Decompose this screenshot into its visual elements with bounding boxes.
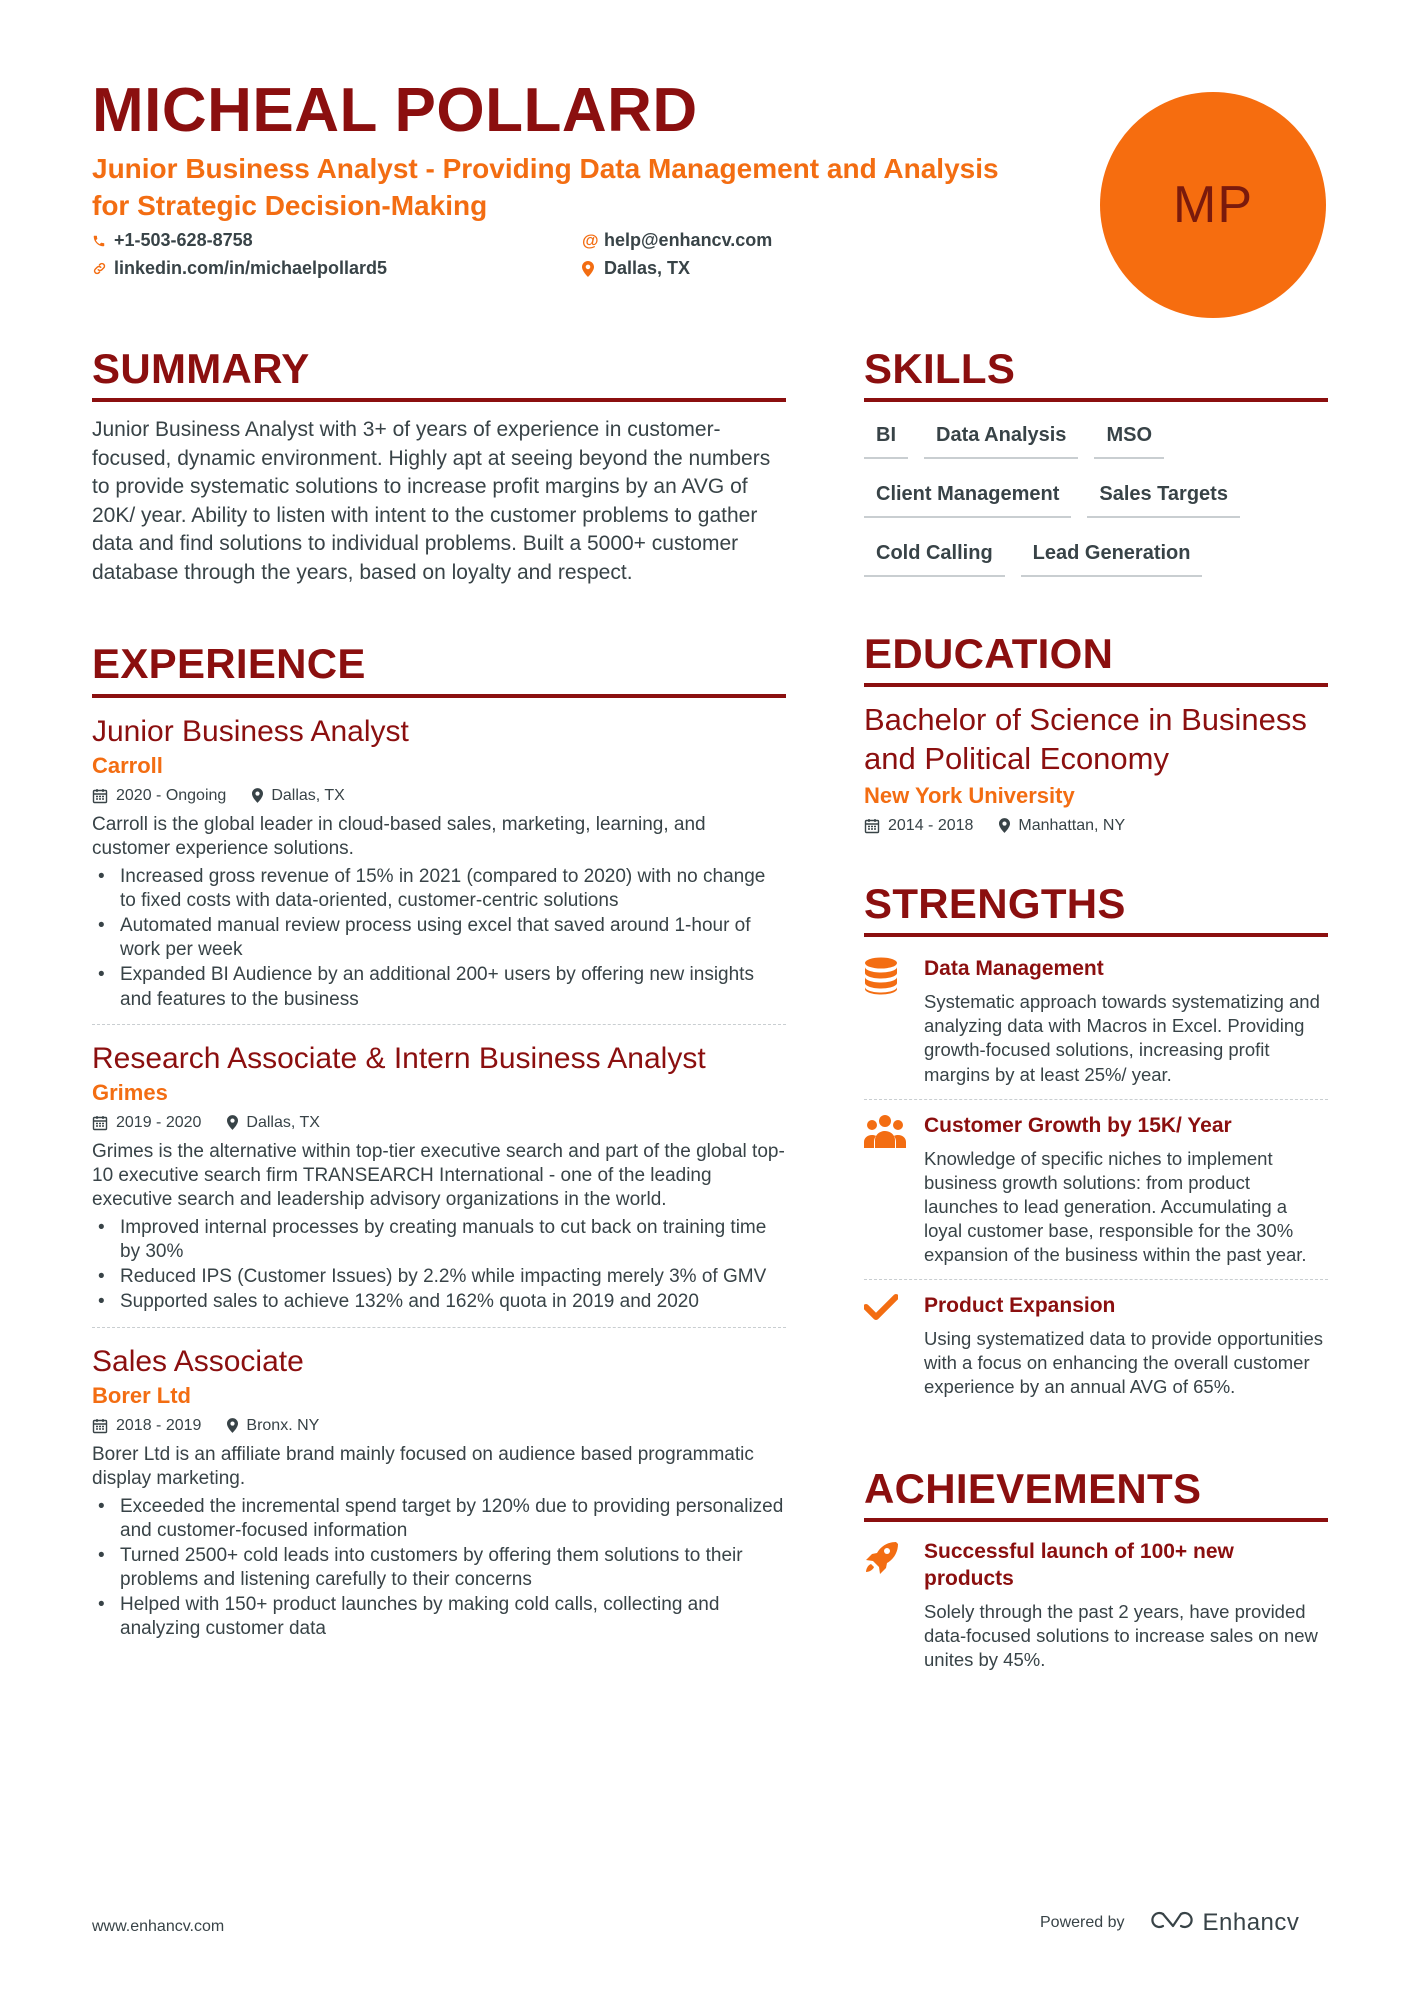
strength-text: Systematic approach towards systematizing and analyzing data with Macros in Excel. Providing growth-focused solutions, increasing profit margins by at least 25%/ year. <box>924 991 1320 1085</box>
experience-item <box>92 1039 786 1328</box>
job-title: Research Associate & Intern Business Analyst <box>92 1041 706 1075</box>
job-dates: 2019 - 2020 <box>116 1113 202 1131</box>
achievement-list <box>92 1495 786 1642</box>
strength-item <box>864 1100 1328 1281</box>
calendar-icon <box>92 1115 108 1131</box>
contact-phone[interactable] <box>92 230 253 251</box>
summary-section <box>92 346 786 587</box>
skill-tag: Cold Calling <box>864 532 1005 577</box>
location-pin-icon <box>227 1115 238 1130</box>
list-item: • Reduced IPS (Customer Issues) by 2.2% while impacting merely 3% of GMV <box>92 1265 786 1289</box>
education-heading: EDUCATION <box>864 631 1328 687</box>
list-item: • Expanded BI Audience by an additional 200+ users by offering new insights and features to the business <box>92 963 786 1011</box>
education-section <box>864 631 1328 835</box>
skill-tag: Data Analysis <box>924 414 1078 459</box>
calendar-icon <box>92 788 108 804</box>
achievement-list <box>92 1216 786 1315</box>
candidate-headline: Junior Business Analyst - Providing Data Management and Analysis for Strategic Decision-Making <box>92 153 999 222</box>
job-location: Dallas, TX <box>271 786 345 804</box>
company-name: Borer Ltd <box>92 1382 191 1408</box>
check-icon <box>864 1292 924 1399</box>
strength-text: Knowledge of specific niches to implement business growth solutions: from product launches to lead generation. Accumulating a loyal customer base, responsible for the 30% expansion of the business within the past year. <box>924 1147 1307 1266</box>
strengths-heading: STRENGTHS <box>864 881 1328 937</box>
location-pin-icon <box>999 818 1010 833</box>
company-description: Grimes is the alternative within top-tier executive search and part of the global top-10 executive search firm TRANSEARCH International - one of the leading executive search and leadership advisory organizations in the world. <box>92 1140 785 1210</box>
skill-tag: Client Management <box>864 473 1071 518</box>
left-column <box>92 346 786 1668</box>
strength-item <box>864 1280 1328 1411</box>
database-icon <box>864 955 924 1086</box>
education-location: Manhattan, NY <box>1018 816 1126 834</box>
list-item: • Turned 2500+ cold leads into customers by offering them solutions to their problems and listening carefully to their concerns <box>92 1544 786 1592</box>
location-pin-icon <box>252 788 263 803</box>
job-meta <box>92 787 786 805</box>
job-location: Dallas, TX <box>246 1113 320 1131</box>
avatar-initials: MP <box>1100 92 1326 318</box>
location-text: Dallas, TX <box>604 258 691 278</box>
company-description: Borer Ltd is an affiliate brand mainly focused on audience based programmatic display marketing. <box>92 1443 754 1489</box>
company-name: Grimes <box>92 1079 168 1105</box>
strength-title: Customer Growth by 15K/ Year <box>924 1113 1232 1137</box>
footer-website[interactable]: www.enhancv.com <box>92 1918 225 1935</box>
contact-linkedin[interactable] <box>92 258 387 279</box>
achievements-heading: ACHIEVEMENTS <box>864 1466 1328 1522</box>
calendar-icon <box>92 1418 108 1434</box>
strengths-section <box>864 881 1328 1412</box>
list-item: • Automated manual review process using excel that saved around 1-hour of work per week <box>92 914 786 962</box>
powered-by-label: Powered by <box>1040 1913 1125 1931</box>
job-dates: 2018 - 2019 <box>116 1416 202 1434</box>
list-item: • Exceeded the incremental spend target by 120% due to providing personalized and customer-focused information <box>92 1495 786 1543</box>
list-item: • Increased gross revenue of 15% in 2021 (compared to 2020) with no change to fixed costs with data-oriented, customer-centric solutions <box>92 865 786 913</box>
summary-heading: SUMMARY <box>92 346 786 402</box>
skill-tag: Lead Generation <box>1021 532 1203 577</box>
job-meta <box>92 1114 786 1132</box>
link-icon <box>92 261 114 276</box>
skill-tag: Sales Targets <box>1087 473 1240 518</box>
skills-section <box>864 346 1328 591</box>
footer-branding <box>1040 1908 1299 1937</box>
linkedin-text: linkedin.com/in/michaelpollard5 <box>114 258 388 278</box>
job-location: Bronx. NY <box>246 1416 320 1434</box>
achievement-title: Successful launch of 100+ new products <box>924 1539 1234 1590</box>
at-icon: @ <box>582 230 599 250</box>
education-meta <box>864 817 1328 835</box>
calendar-icon <box>864 818 880 834</box>
experience-heading: EXPERIENCE <box>92 641 786 697</box>
strength-title: Data Management <box>924 957 1104 981</box>
list-item: • Helped with 150+ product launches by making cold calls, collecting and analyzing customer data <box>92 1593 786 1641</box>
achievements-section <box>864 1466 1328 1685</box>
skill-tag: BI <box>864 414 908 459</box>
degree-title: Bachelor of Science in Business and Political Economy <box>864 702 1307 777</box>
job-title: Sales Associate <box>92 1344 304 1378</box>
experience-item <box>92 1342 786 1654</box>
achievement-item <box>864 1526 1328 1685</box>
job-title: Junior Business Analyst <box>92 714 409 748</box>
job-meta <box>92 1417 786 1435</box>
strength-title: Product Expansion <box>924 1294 1116 1318</box>
enhancv-logo-icon <box>1149 1908 1195 1937</box>
list-item: • Supported sales to achieve 132% and 162% quota in 2019 and 2020 <box>92 1290 786 1314</box>
list-item: • Improved internal processes by creating manuals to cut back on training time by 30% <box>92 1216 786 1264</box>
brand-name: Enhancv <box>1202 1908 1300 1936</box>
users-icon <box>864 1112 924 1268</box>
experience-section <box>92 641 786 1653</box>
candidate-name: MICHEAL POLLARD <box>92 76 698 145</box>
contact-location <box>582 258 690 279</box>
company-name: Carroll <box>92 752 163 778</box>
summary-text: Junior Business Analyst with 3+ of years of experience in customer-focused, dynamic environment. Highly apt at seeing beyond the numbers to provide systematic solutions to increase profit margins by an AVG of 20K/ year. Ability to listen with intent to the customer problems to gather data and find solutions to individual problems. Built a 5000+ customer database through the years, based on loyalty and respect. <box>92 418 771 584</box>
school-name: New York University <box>864 782 1075 808</box>
contact-email[interactable] <box>582 230 772 251</box>
phone-icon <box>92 234 114 248</box>
education-dates: 2014 - 2018 <box>888 816 974 834</box>
right-column <box>864 346 1328 1684</box>
rocket-icon <box>864 1538 924 1673</box>
location-pin-icon <box>227 1418 238 1433</box>
skills-heading: SKILLS <box>864 346 1328 402</box>
location-pin-icon <box>582 261 604 277</box>
achievement-text: Solely through the past 2 years, have provided data-focused solutions to increase sales on new unites by 45%. <box>924 1601 1318 1671</box>
phone-text: +1-503-628-8758 <box>114 230 253 250</box>
strength-text: Using systematized data to provide opportunities with a focus on enhancing the overall customer experience by an annual AVG of 65%. <box>924 1328 1323 1398</box>
experience-item <box>92 712 786 1025</box>
skills-list <box>864 414 1328 591</box>
skill-tag: MSO <box>1094 414 1164 459</box>
email-text: help@enhancv.com <box>604 230 773 250</box>
achievement-list <box>92 865 786 1012</box>
company-description: Carroll is the global leader in cloud-based sales, marketing, learning, and customer experience solutions. <box>92 813 706 859</box>
strength-item <box>864 943 1328 1099</box>
job-dates: 2020 - Ongoing <box>116 786 227 804</box>
